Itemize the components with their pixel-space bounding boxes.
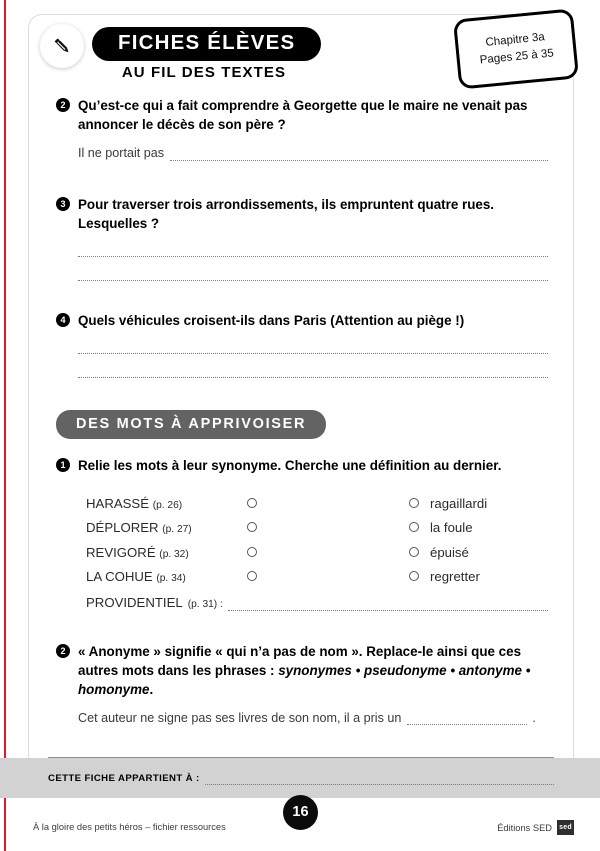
circle-icon[interactable] — [409, 571, 419, 581]
page-reference: (p. 31) : — [187, 599, 223, 611]
left-connector-point[interactable] — [236, 516, 268, 541]
page-reference: (p. 32) — [159, 548, 189, 560]
synonym-word: la foule — [430, 520, 473, 536]
vocabulary-word-cell — [86, 491, 236, 516]
left-connector-point[interactable] — [236, 565, 268, 590]
left-connector-point[interactable] — [236, 540, 268, 565]
right-connector-point[interactable] — [398, 565, 430, 590]
circle-icon[interactable] — [247, 498, 257, 508]
pages-label: Pages 25 à 35 — [479, 47, 555, 67]
question-heading — [56, 311, 548, 330]
answer-dotted-line[interactable] — [78, 255, 548, 257]
synonym-word: regretter — [430, 569, 480, 585]
vocabulary-word: HARASSÉ — [86, 495, 150, 511]
question-text: Quels véhicules croisent-ils dans Paris (Attention au piège !) — [78, 312, 465, 328]
question-heading — [56, 96, 548, 134]
question-heading — [56, 195, 548, 233]
answer-dotted-line[interactable] — [78, 376, 548, 378]
vocabulary-word: DÉPLORER — [86, 520, 159, 536]
owner-label: CETTE FICHE APPARTIENT À : — [48, 773, 200, 785]
circle-icon[interactable] — [247, 571, 257, 581]
exercise-italic-words: synonymes • pseudonyme • antonyme • homonyme — [78, 662, 531, 697]
circle-icon[interactable] — [409, 522, 419, 532]
answer-dotted-line[interactable] — [407, 713, 527, 725]
pencil-icon — [40, 24, 84, 68]
synonym-word: épuisé — [430, 544, 469, 560]
vocabulary-word-cell — [86, 540, 236, 565]
circle-icon[interactable] — [247, 522, 257, 532]
exercise-heading — [56, 456, 548, 475]
circle-icon[interactable] — [409, 498, 419, 508]
sentence-tail-text: . — [532, 710, 536, 725]
owner-field[interactable] — [48, 773, 554, 785]
chapter-badge — [453, 8, 579, 89]
publisher-name: Éditions SED — [497, 822, 552, 833]
page-subtitle: AU FIL DES TEXTES — [121, 64, 287, 81]
table-row — [86, 565, 548, 590]
page-reference: (p. 34) — [156, 573, 186, 585]
table-row — [86, 491, 548, 516]
page-number-badge: 16 — [283, 795, 318, 830]
answer-dotted-line[interactable] — [78, 279, 548, 281]
exercise-number-badge: 1 — [56, 458, 70, 472]
exercise-block — [56, 642, 548, 726]
exercise-heading — [56, 642, 548, 699]
definition-answer-cell[interactable] — [86, 589, 548, 616]
table-row — [86, 540, 548, 565]
worksheet-content — [56, 96, 548, 727]
worksheet-title-pill — [92, 27, 321, 61]
table-row — [86, 516, 548, 541]
vocabulary-word: REVIGORÉ — [86, 544, 156, 560]
exercise-block — [56, 456, 548, 616]
answer-lead-text: Il ne portait pas — [78, 146, 165, 161]
question-number-badge: 3 — [56, 197, 70, 211]
page-reference: (p. 27) — [162, 524, 192, 536]
connector-gap — [268, 540, 398, 565]
right-connector-point[interactable] — [398, 540, 430, 565]
sed-logo-icon: sed — [557, 820, 574, 835]
answer-dotted-line[interactable] — [78, 352, 548, 354]
question-text: Qu’est-ce qui a fait comprendre à Georgette que le maire ne venait pas annoncer le décès de son père ? — [78, 98, 528, 133]
exercise-number-badge: 2 — [56, 644, 70, 658]
matching-exercise-table — [86, 491, 548, 616]
circle-icon[interactable] — [247, 547, 257, 557]
table-row — [86, 589, 548, 616]
answer-line[interactable] — [56, 147, 548, 161]
question-number-badge: 4 — [56, 313, 70, 327]
question-block — [56, 195, 548, 281]
vocabulary-word: LA COHUE — [86, 569, 153, 585]
connector-gap — [268, 516, 398, 541]
vocabulary-word-cell — [86, 516, 236, 541]
right-connector-point[interactable] — [398, 516, 430, 541]
question-number-badge: 2 — [56, 98, 70, 112]
exercise-text-part2: . — [149, 681, 154, 697]
vocabulary-word: PROVIDENTIEL — [86, 595, 183, 611]
question-block — [56, 311, 548, 378]
vocabulary-word-cell — [86, 565, 236, 590]
footer-publisher — [497, 820, 574, 835]
answer-dotted-line[interactable] — [170, 149, 548, 161]
question-block — [56, 96, 548, 161]
footer-source-text: À la gloire des petits héros – fichier ressources — [33, 822, 226, 832]
section-title: DES MOTS À APPRIVOISER — [76, 416, 307, 432]
sentence-lead-text: Cet auteur ne signe pas ses livres de son nom, il a pris un — [78, 710, 402, 725]
page-title: FICHES ÉLÈVES — [118, 31, 296, 54]
section-header-pill — [56, 410, 326, 439]
answer-line[interactable] — [56, 712, 548, 726]
synonym-word: ragaillardi — [430, 495, 488, 511]
answer-dotted-line[interactable] — [228, 599, 548, 611]
exercise-instruction: Relie les mots à leur synonyme. Cherche une définition au dernier. — [78, 458, 502, 473]
exercise-text-part1: « Anonyme » signifie « qui n’a pas de nom ». Replace-le ainsi que ces autres mots dans les phrases : — [78, 643, 522, 678]
red-margin-line — [4, 0, 6, 851]
chapter-label: Chapitre 3a — [484, 30, 546, 49]
connector-gap — [268, 565, 398, 590]
right-connector-point[interactable] — [398, 491, 430, 516]
connector-gap — [268, 491, 398, 516]
owner-dotted-line[interactable] — [205, 773, 554, 785]
circle-icon[interactable] — [409, 547, 419, 557]
left-connector-point[interactable] — [236, 491, 268, 516]
page-reference: (p. 26) — [152, 499, 183, 511]
question-text: Pour traverser trois arrondissements, ils empruntent quatre rues. Lesquelles ? — [78, 196, 494, 231]
